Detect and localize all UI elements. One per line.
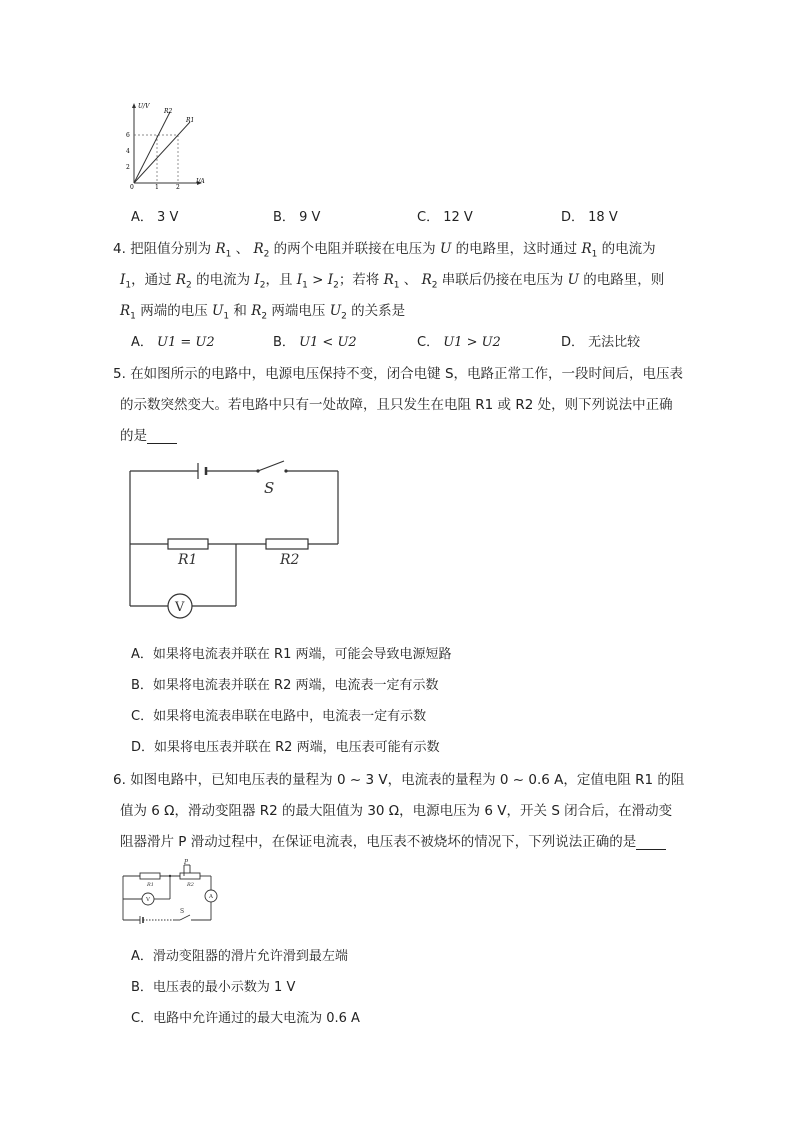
option-b[interactable]: B．如果将电流表并联在 R2 两端，电流表一定有示数 bbox=[131, 678, 439, 693]
q4-line-1: 4. 把阻值分别为 $R_1$ 、 $R_2$ 的两个电阻并联接在电压为 U 的电路里，这时通过 $R_1$ 的电流为 bbox=[113, 241, 656, 260]
x-tick: 0 bbox=[130, 184, 134, 190]
switch-label: S bbox=[264, 479, 275, 497]
q5-line-2: 的示数突然变大。若电路中只有一处故障，且只发生在电阻 R1 或 R2 处，则下列说法中正确 bbox=[120, 397, 673, 413]
r2-label: R2 bbox=[187, 882, 194, 888]
voltmeter-label: V bbox=[175, 600, 185, 615]
q6-circuit-diagram bbox=[118, 858, 230, 926]
answer-blank[interactable] bbox=[147, 431, 177, 444]
option-a[interactable]: A． U1 = U2 bbox=[131, 335, 215, 350]
y-tick: 4 bbox=[126, 148, 130, 155]
option-d[interactable]: D． 无法比较 bbox=[561, 335, 641, 350]
resistor-r1 bbox=[140, 873, 160, 879]
q4-line-2: $I_1$，通过 $R_2$ 的电流为 $I_2$，且 $I_1 > I_2$；若将 $R_1$ 、 $R_2$ 串联后仍接在电压为 U 的电路里，则 bbox=[120, 272, 665, 291]
r1-label: R1 bbox=[147, 882, 154, 888]
r1-line bbox=[134, 122, 190, 183]
switch-blade bbox=[258, 461, 284, 471]
option-c[interactable]: C． U1 > U2 bbox=[417, 335, 501, 350]
option-a[interactable]: A．滑动变阻器的滑片允许滑到最左端 bbox=[131, 949, 348, 964]
answer-blank[interactable] bbox=[636, 837, 666, 850]
q6-line-1: 6. 如图电路中，已知电压表的量程为 0 ~ 3 V，电流表的量程为 0 ~ 0.6 A，定值电阻 R1 的阻 bbox=[113, 772, 685, 788]
option-b[interactable]: B．电压表的最小示数为 1 V bbox=[131, 980, 296, 995]
x-tick: 2 bbox=[176, 184, 180, 190]
option-d[interactable]: D． 18 V bbox=[561, 210, 618, 225]
q5-line-1: 5. 在如图所示的电路中，电源电压保持不变，闭合电键 S，电路正常工作，一段时间后，电压表 bbox=[113, 366, 684, 382]
q5-line-3: 的是 bbox=[120, 424, 177, 444]
q4-line-3: $R_1$ 两端的电压 $U_1$ 和 $R_2$ 两端电压 $U_2$ 的关系是 bbox=[120, 303, 406, 322]
q6-line-3: 阻器滑片 P 滑动过程中，在保证电流表，电压表不被烧坏的情况下，下列说法正确的是 bbox=[120, 830, 666, 850]
option-b[interactable]: B． U1 < U2 bbox=[273, 335, 357, 350]
q5-circuit-diagram bbox=[120, 455, 350, 620]
r2-label: R2 bbox=[280, 552, 300, 568]
r2-line bbox=[134, 112, 170, 183]
slider-label: P bbox=[184, 859, 189, 866]
r1-line-label: R1 bbox=[186, 117, 195, 124]
option-a[interactable]: A．如果将电流表并联在 R1 两端，可能会导致电源短路 bbox=[131, 647, 452, 662]
switch-label: S bbox=[180, 908, 185, 915]
q6-line-2: 值为 6 Ω，滑动变阻器 R2 的最大阻值为 30 Ω，电源电压为 6 V，开关 S 闭合后，在滑动变 bbox=[120, 803, 673, 819]
option-a[interactable]: A． 3 V bbox=[131, 210, 179, 225]
y-tick: 6 bbox=[126, 132, 130, 139]
option-c[interactable]: C． 12 V bbox=[417, 210, 473, 225]
x-tick: 1 bbox=[155, 184, 159, 190]
x-axis-label: I/A bbox=[196, 178, 205, 185]
y-axis-label: U/V bbox=[138, 103, 150, 110]
r2-line-label: R2 bbox=[164, 108, 173, 115]
y-tick: 2 bbox=[126, 164, 130, 171]
u-i-graph bbox=[118, 100, 218, 190]
option-b[interactable]: B． 9 V bbox=[273, 210, 321, 225]
resistor-r1 bbox=[168, 539, 208, 549]
option-c[interactable]: C．如果将电流表串联在电路中，电流表一定有示数 bbox=[131, 709, 427, 724]
ammeter-label: A bbox=[209, 894, 213, 900]
resistor-r2 bbox=[266, 539, 308, 549]
resistor-r2 bbox=[180, 873, 200, 879]
switch-blade bbox=[180, 915, 190, 920]
option-d[interactable]: D．如果将电压表并联在 R2 两端，电压表可能有示数 bbox=[131, 740, 440, 755]
option-c[interactable]: C．电路中允许通过的最大电流为 0.6 A bbox=[131, 1011, 360, 1026]
voltmeter-label: V bbox=[146, 897, 150, 903]
r1-label: R1 bbox=[178, 552, 198, 568]
